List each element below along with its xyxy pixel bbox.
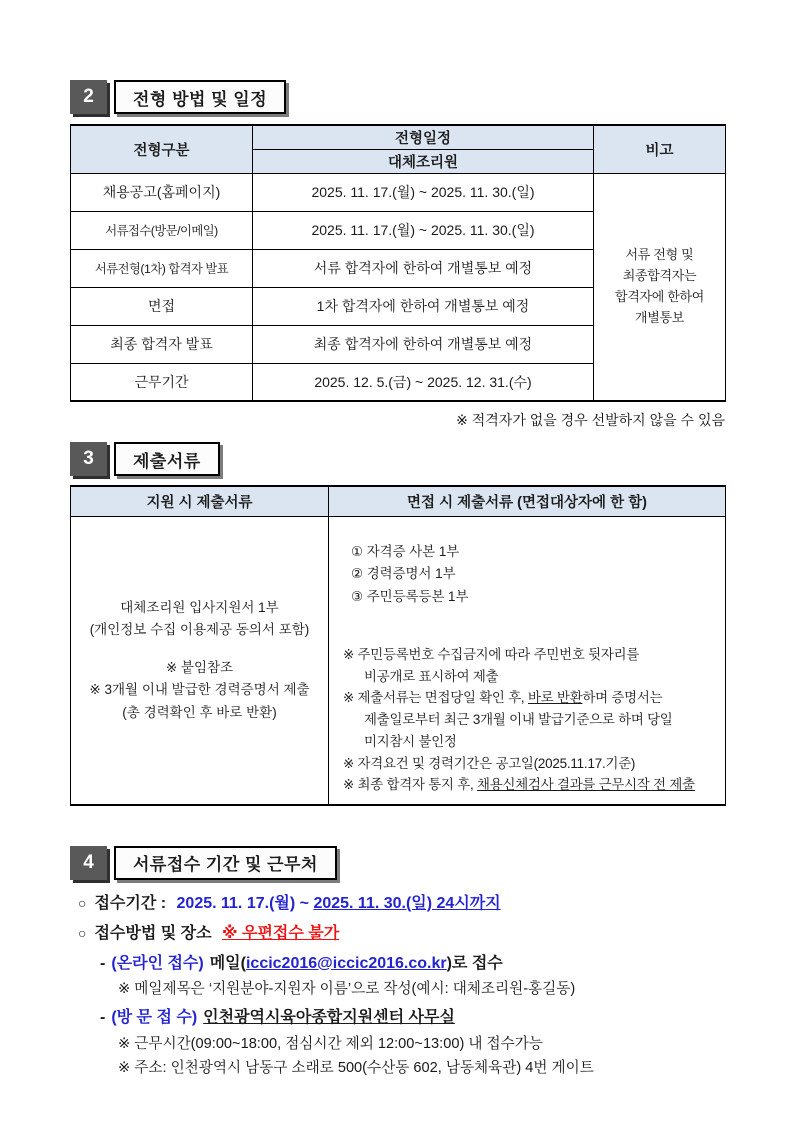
col-header-schedule: 전형일정	[253, 125, 594, 149]
row-label: 최종 합격자 발표	[71, 325, 253, 363]
section3-number-badge: 3	[70, 442, 107, 476]
reception-start-date: 2025. 11. 17.(월)	[176, 894, 296, 912]
row-value: 최종 합격자에 한하여 개별통보 예정	[253, 325, 594, 363]
section4-title: 서류접수 기간 및 근무처	[114, 846, 337, 880]
row-value: 서류 합격자에 한하여 개별통보 예정	[253, 249, 594, 287]
office-hours-note: ※ 근무시간(09:00~18:00, 점심시간 제외 12:00~13:00) 내 접수가능	[118, 1035, 543, 1052]
email-link[interactable]: iccic2016@iccic2016.co.kr	[245, 954, 447, 972]
row-label: 서류접수(방문/이메일)	[71, 211, 253, 249]
col-header-schedule-sub: 대체조리원	[253, 149, 594, 173]
online-tag: (온라인 접수)	[111, 954, 204, 972]
schedule-footnote: ※ 적격자가 없을 경우 선발하지 않을 수 있음	[456, 412, 725, 428]
row-label: 서류전형(1차) 합격자 발표	[71, 249, 253, 287]
documents-table	[70, 485, 726, 806]
section2-title: 전형 방법 및 일정	[114, 80, 286, 114]
circle-bullet-icon: ○	[78, 924, 87, 941]
no-mail-warning: ※ 우편접수 불가	[222, 924, 340, 942]
row-value: 1차 합격자에 한하여 개별통보 예정	[253, 287, 594, 325]
reception-info	[70, 892, 725, 1080]
interview-note: ※ 최종 합격자 통지 후, 채용신체검사 결과를 근무시작 전 제출	[343, 777, 695, 793]
row-label: 면접	[71, 287, 253, 325]
row-value: 2025. 11. 17.(월) ~ 2025. 11. 30.(일)	[253, 173, 594, 211]
row-label: 채용공고(홈페이지)	[71, 173, 253, 211]
row-value: 2025. 11. 17.(월) ~ 2025. 11. 30.(일)	[253, 211, 594, 249]
email-subject-note: ※ 메일제목은 ‘지원분야-지원자 이름’으로 작성(예시: 대체조리원-홍길동)	[118, 981, 576, 998]
interview-notes	[343, 644, 719, 796]
list-item: ② 경력증명서 1부	[351, 566, 456, 582]
section2-number-badge: 2	[70, 80, 107, 114]
interview-docs-cell	[329, 516, 726, 805]
row-value: 2025. 12. 5.(금) ~ 2025. 12. 31.(수)	[253, 363, 594, 401]
circle-bullet-icon: ○	[78, 894, 87, 911]
col-header-interview-docs: 면접 시 제출서류 (면접대상자에 한 함)	[329, 486, 726, 516]
section4-number-badge: 4	[70, 846, 107, 880]
section4-header	[70, 846, 725, 880]
apply-docs-cell: 대체조리원 입사지원서 1부 (개인정보 수집 이용제공 동의서 포함) ※ 붙임참조 ※ 3개월 이내 발급한 경력증명서 제출 (총 경력확인 후 바로 반환)	[71, 516, 329, 805]
reception-method-line: ○ 접수방법 및 장소 ※ 우편접수 불가	[78, 924, 340, 942]
interview-note: ※ 제출서류는 면접당일 확인 후, 바로 반환하며 증명서는 제출일로부터 최근 3개월 이내 발급기준으로 하며 당일 미지참시 불인정	[343, 690, 673, 749]
section3-title: 제출서류	[114, 442, 220, 476]
reception-end-date: 2025. 11. 30.(일) 24시까지	[313, 894, 501, 912]
reception-period-line: ○ 접수기간 : 2025. 11. 17.(월) ~ 2025. 11. 30.(일) 24시까지	[78, 894, 501, 912]
section3-header	[70, 442, 725, 476]
online-submission-line: - (온라인 접수) 메일(iccic2016@iccic2016.co.kr)로 접수	[100, 954, 503, 972]
remark-cell: 서류 전형 및 최종합격자는 합격자에 한하여 개별통보	[594, 173, 726, 401]
col-header-note: 비고	[594, 125, 726, 173]
list-item: ① 자격증 사본 1부	[351, 543, 460, 559]
interview-note: ※ 주민등록번호 수집금지에 따라 주민번호 뒷자리를 비공개로 표시하여 제출	[343, 647, 640, 684]
row-label: 근무기간	[71, 363, 253, 401]
col-header-apply-docs: 지원 시 제출서류	[71, 486, 329, 516]
visit-place: 인천광역시육아종합지원센터 사무실	[203, 1008, 455, 1026]
section2-header	[70, 80, 725, 114]
col-header-category: 전형구분	[71, 125, 253, 173]
interview-note: ※ 자격요건 및 경력기간은 공고일(2025.11.17.기준)	[343, 755, 636, 771]
visit-tag: (방 문 접 수)	[111, 1008, 198, 1026]
table-row	[71, 173, 726, 211]
interview-doc-list	[343, 541, 719, 609]
address-note: ※ 주소: 인천광역시 남동구 소래로 500(수산동 602, 남동체육관) 4번 게이트	[118, 1060, 594, 1077]
schedule-table	[70, 124, 726, 402]
list-item: ③ 주민등록등본 1부	[351, 588, 469, 604]
visit-submission-line: - (방 문 접 수) 인천광역시육아종합지원센터 사무실	[100, 1008, 455, 1026]
